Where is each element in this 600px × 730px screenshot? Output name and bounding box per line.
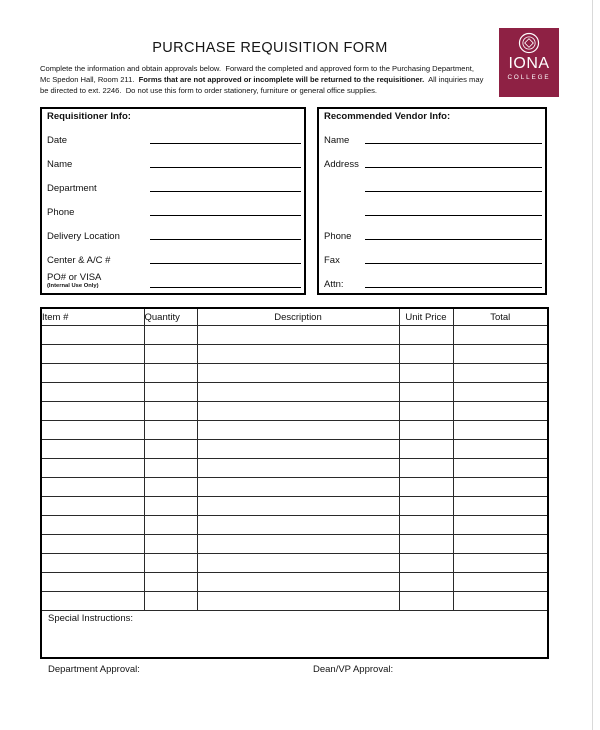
field-label: Date (47, 135, 68, 146)
field-row (42, 197, 304, 221)
item-cell (41, 554, 144, 573)
item-cell (453, 345, 548, 364)
item-cell (453, 554, 548, 573)
item-cell (144, 421, 197, 440)
item-cell (197, 497, 399, 516)
item-cell (399, 326, 453, 345)
field-blank-line (150, 287, 301, 288)
item-cell (453, 573, 548, 592)
item-cell (144, 345, 197, 364)
item-row (41, 383, 548, 402)
item-cell (144, 459, 197, 478)
item-cell (453, 421, 548, 440)
item-cell (399, 421, 453, 440)
vendor-info-box (317, 107, 547, 295)
field-row (319, 221, 545, 245)
field-row (42, 125, 304, 149)
item-cell (399, 554, 453, 573)
item-cell (399, 402, 453, 421)
item-cell (453, 326, 548, 345)
item-cell (41, 459, 144, 478)
field-label (319, 194, 365, 197)
field-row (42, 245, 304, 269)
field-label: Delivery Location (47, 231, 120, 242)
field-blank-line (150, 143, 301, 144)
field-label: Attn: (324, 279, 344, 290)
requisitioner-fields (42, 125, 304, 293)
item-cell (41, 573, 144, 592)
item-cell (197, 535, 399, 554)
item-cell (144, 516, 197, 535)
field-blank-line (365, 239, 542, 240)
item-cell (399, 364, 453, 383)
item-cell (144, 364, 197, 383)
instruction-line: Mc Spedon Hall, Room 211. Forms that are not approved or incomplete will be returned to the requisitioner. All inquiries may (40, 75, 484, 84)
instruction-line: Complete the information and obtain approvals below. Forward the completed and approved form to the Purchasing Department, (40, 64, 474, 73)
special-instructions-cell (41, 611, 548, 659)
item-cell (41, 497, 144, 516)
column-header-description: Description (197, 308, 399, 326)
field-label (319, 218, 365, 221)
item-row (41, 516, 548, 535)
special-instructions-row (41, 611, 548, 659)
field-label: Department (47, 183, 97, 194)
item-cell (144, 497, 197, 516)
field-label: Phone (47, 207, 75, 218)
field-blank-line (150, 239, 301, 240)
item-cell (453, 364, 548, 383)
page-edge-line (592, 0, 593, 730)
item-cell (41, 421, 144, 440)
field-row (319, 173, 545, 197)
item-cell (144, 402, 197, 421)
item-cell (41, 516, 144, 535)
item-cell (197, 345, 399, 364)
item-cell (399, 478, 453, 497)
department-approval-label: Department Approval: (48, 664, 140, 675)
item-cell (399, 516, 453, 535)
item-cell (453, 440, 548, 459)
field-label: Phone (324, 231, 352, 242)
item-cell (453, 516, 548, 535)
vendor-fields (319, 125, 545, 293)
field-row (42, 221, 304, 245)
field-note: (Internal Use Only) (47, 283, 99, 289)
field-blank-line (365, 167, 542, 168)
item-cell (197, 516, 399, 535)
item-row (41, 421, 548, 440)
item-row (41, 592, 548, 611)
field-label: Address (324, 159, 359, 170)
item-cell (453, 535, 548, 554)
logo-text-iona: IONA (508, 55, 550, 72)
field-blank-line (365, 143, 542, 144)
special-instructions-label: Special Instructions: (48, 613, 134, 624)
item-cell (41, 402, 144, 421)
vendor-box-header: Recommended Vendor Info: (324, 111, 451, 122)
field-row (319, 269, 545, 293)
field-row (319, 197, 545, 221)
field-label: Fax (324, 255, 340, 266)
item-cell (197, 554, 399, 573)
field-blank-line (150, 263, 301, 264)
field-row (319, 245, 545, 269)
item-cell (197, 478, 399, 497)
field-label: Name (47, 159, 73, 170)
item-cell (41, 345, 144, 364)
item-row (41, 478, 548, 497)
requisitioner-box-header: Requisitioner Info: (47, 111, 131, 122)
item-cell (144, 535, 197, 554)
item-row (41, 440, 548, 459)
item-cell (197, 592, 399, 611)
item-cell (197, 440, 399, 459)
iona-college-logo (499, 28, 559, 97)
item-row (41, 573, 548, 592)
item-cell (399, 440, 453, 459)
item-cell (453, 497, 548, 516)
field-row (319, 125, 545, 149)
item-cell (41, 478, 144, 497)
form-instructions (40, 63, 500, 96)
field-label: Name (324, 135, 350, 146)
item-cell (41, 383, 144, 402)
field-blank-line (365, 287, 542, 288)
item-cell (453, 402, 548, 421)
item-row (41, 535, 548, 554)
item-cell (399, 459, 453, 478)
column-header-unit-price: Unit Price (399, 308, 453, 326)
item-row (41, 459, 548, 478)
item-cell (144, 440, 197, 459)
field-blank-line (150, 167, 301, 168)
item-cell (144, 573, 197, 592)
item-cell (197, 326, 399, 345)
column-header-quantity: Quantity (144, 308, 197, 326)
item-cell (399, 497, 453, 516)
item-cell (144, 554, 197, 573)
field-blank-line (365, 263, 542, 264)
page-title: PURCHASE REQUISITION FORM (152, 40, 388, 56)
item-cell (399, 383, 453, 402)
items-table-header-row (41, 308, 548, 326)
field-row (42, 149, 304, 173)
column-header-total: Total (453, 308, 548, 326)
field-blank-line (365, 191, 542, 192)
item-cell (41, 592, 144, 611)
item-cell (453, 459, 548, 478)
item-cell (144, 478, 197, 497)
item-cell (453, 478, 548, 497)
item-row (41, 364, 548, 383)
column-header-item-number: Item # (41, 308, 144, 326)
item-cell (197, 459, 399, 478)
dean-vp-approval-label: Dean/VP Approval: (313, 664, 394, 675)
field-label: Center & A/C # (47, 255, 111, 266)
item-row (41, 497, 548, 516)
item-cell (399, 573, 453, 592)
item-row (41, 326, 548, 345)
field-label: PO# or VISA (Internal Use Only) (42, 272, 150, 293)
item-cell (41, 326, 144, 345)
field-row (42, 173, 304, 197)
requisitioner-info-box (40, 107, 306, 295)
item-row (41, 345, 548, 364)
college-seal-icon (518, 32, 540, 54)
item-cell (144, 326, 197, 345)
item-cell (144, 592, 197, 611)
item-cell (399, 535, 453, 554)
items-table-body (41, 326, 548, 611)
items-table (40, 307, 549, 659)
item-row (41, 402, 548, 421)
instruction-line: be directed to ext. 2246. Do not use this form to order stationery, furniture or general office supplies. (40, 86, 377, 95)
item-cell (197, 364, 399, 383)
item-cell (399, 592, 453, 611)
item-cell (41, 440, 144, 459)
field-row (42, 269, 304, 293)
logo-text-college: COLLEGE (507, 74, 551, 81)
item-cell (144, 383, 197, 402)
field-blank-line (150, 191, 301, 192)
item-row (41, 554, 548, 573)
item-cell (197, 402, 399, 421)
item-cell (41, 535, 144, 554)
item-cell (453, 592, 548, 611)
item-cell (399, 345, 453, 364)
item-cell (197, 573, 399, 592)
item-cell (197, 421, 399, 440)
item-cell (41, 364, 144, 383)
field-row (319, 149, 545, 173)
item-cell (197, 383, 399, 402)
item-cell (453, 383, 548, 402)
field-blank-line (365, 215, 542, 216)
field-blank-line (150, 215, 301, 216)
